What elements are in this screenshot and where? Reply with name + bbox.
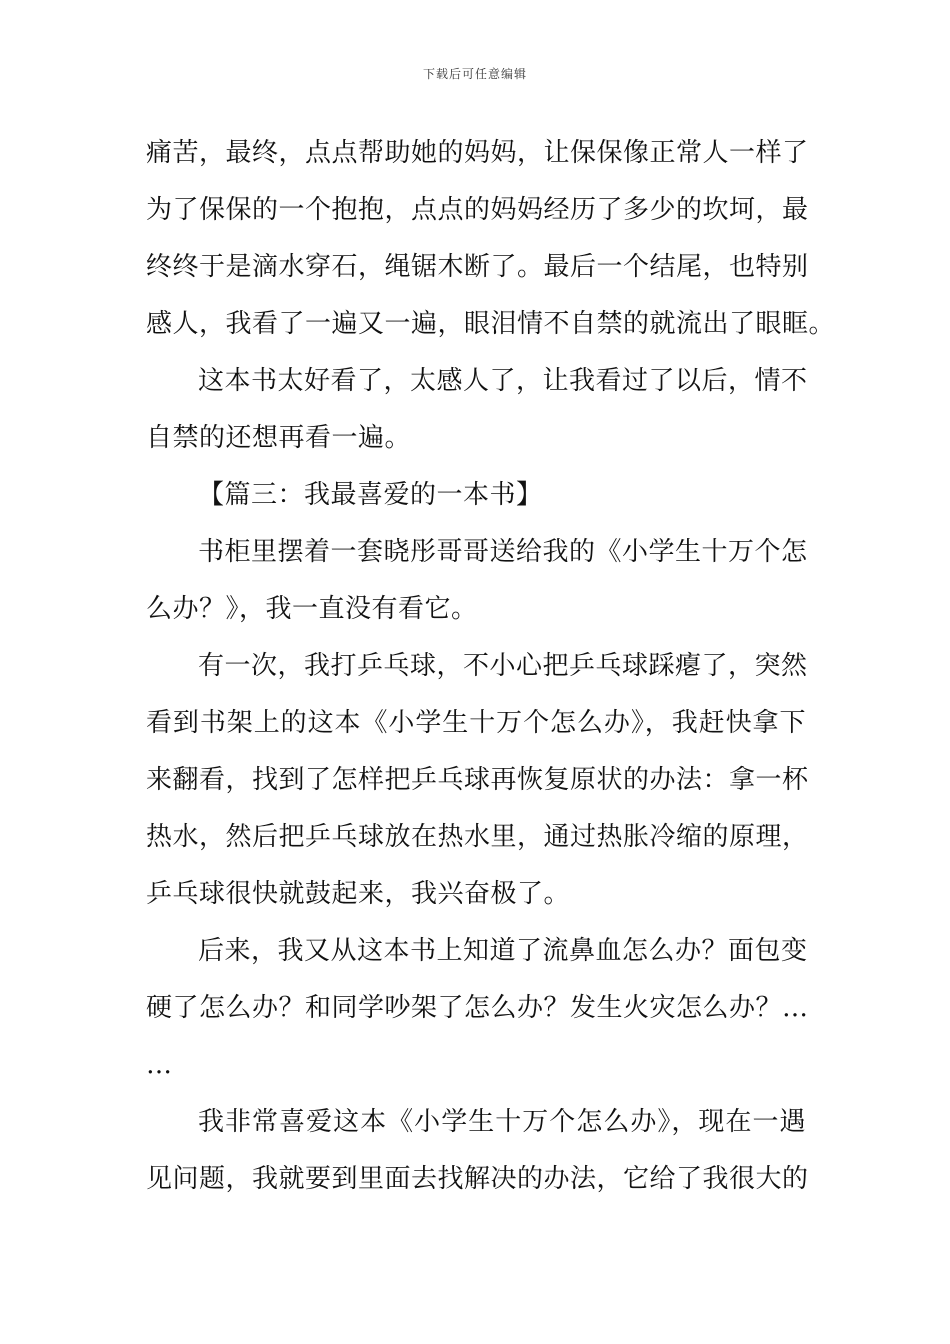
body-line: 为了保保的一个抱抱，点点的妈妈经历了多少的坎坷，最 bbox=[146, 195, 809, 225]
paragraph-start-line: 我非常喜爱这本《小学生十万个怎么办》，现在一遇 bbox=[198, 1107, 806, 1137]
body-line: 来翻看，找到了怎样把乒乓球再恢复原状的办法：拿一杯 bbox=[146, 765, 809, 795]
paragraph-start-line: 书柜里摆着一套晓彤哥哥送给我的《小学生十万个怎 bbox=[198, 537, 808, 567]
document-body bbox=[146, 125, 836, 1208]
body-line: 热水，然后把乒乓球放在热水里，通过热胀冷缩的原理， bbox=[146, 822, 809, 852]
body-line: 感人，我看了一遍又一遍，眼泪情不自禁的就流出了眼眶。 bbox=[146, 309, 836, 339]
paragraph-start-line: 后来，我又从这本书上知道了流鼻血怎么办？面包变 bbox=[198, 936, 808, 966]
body-line: 见问题，我就要到里面去找解决的办法，它给了我很大的 bbox=[146, 1164, 809, 1194]
page-header: 下载后可任意编辑 bbox=[422, 67, 527, 81]
section-heading: 【篇三：我最喜爱的一本书】 bbox=[198, 480, 543, 510]
body-line: 么办？》，我一直没有看它。 bbox=[146, 594, 478, 624]
body-line: 痛苦，最终，点点帮助她的妈妈，让保保像正常人一样了 bbox=[146, 138, 809, 168]
paragraph-start-line: 这本书太好看了，太感人了，让我看过了以后，情不 bbox=[198, 366, 808, 396]
body-line: 自禁的还想再看一遍。 bbox=[146, 423, 412, 453]
body-line: 看到书架上的这本《小学生十万个怎么办》，我赶快拿下 bbox=[146, 708, 806, 738]
body-line: 硬了怎么办？和同学吵架了怎么办？发生火灾怎么办？… bbox=[146, 993, 809, 1023]
body-line: 终终于是滴水穿石，绳锯木断了。最后一个结尾，也特别 bbox=[146, 252, 809, 282]
body-line: 乒乓球很快就鼓起来，我兴奋极了。 bbox=[146, 879, 571, 909]
body-line: … bbox=[146, 1050, 173, 1080]
paragraph-start-line: 有一次，我打乒乓球，不小心把乒乓球踩瘪了，突然 bbox=[198, 651, 808, 681]
